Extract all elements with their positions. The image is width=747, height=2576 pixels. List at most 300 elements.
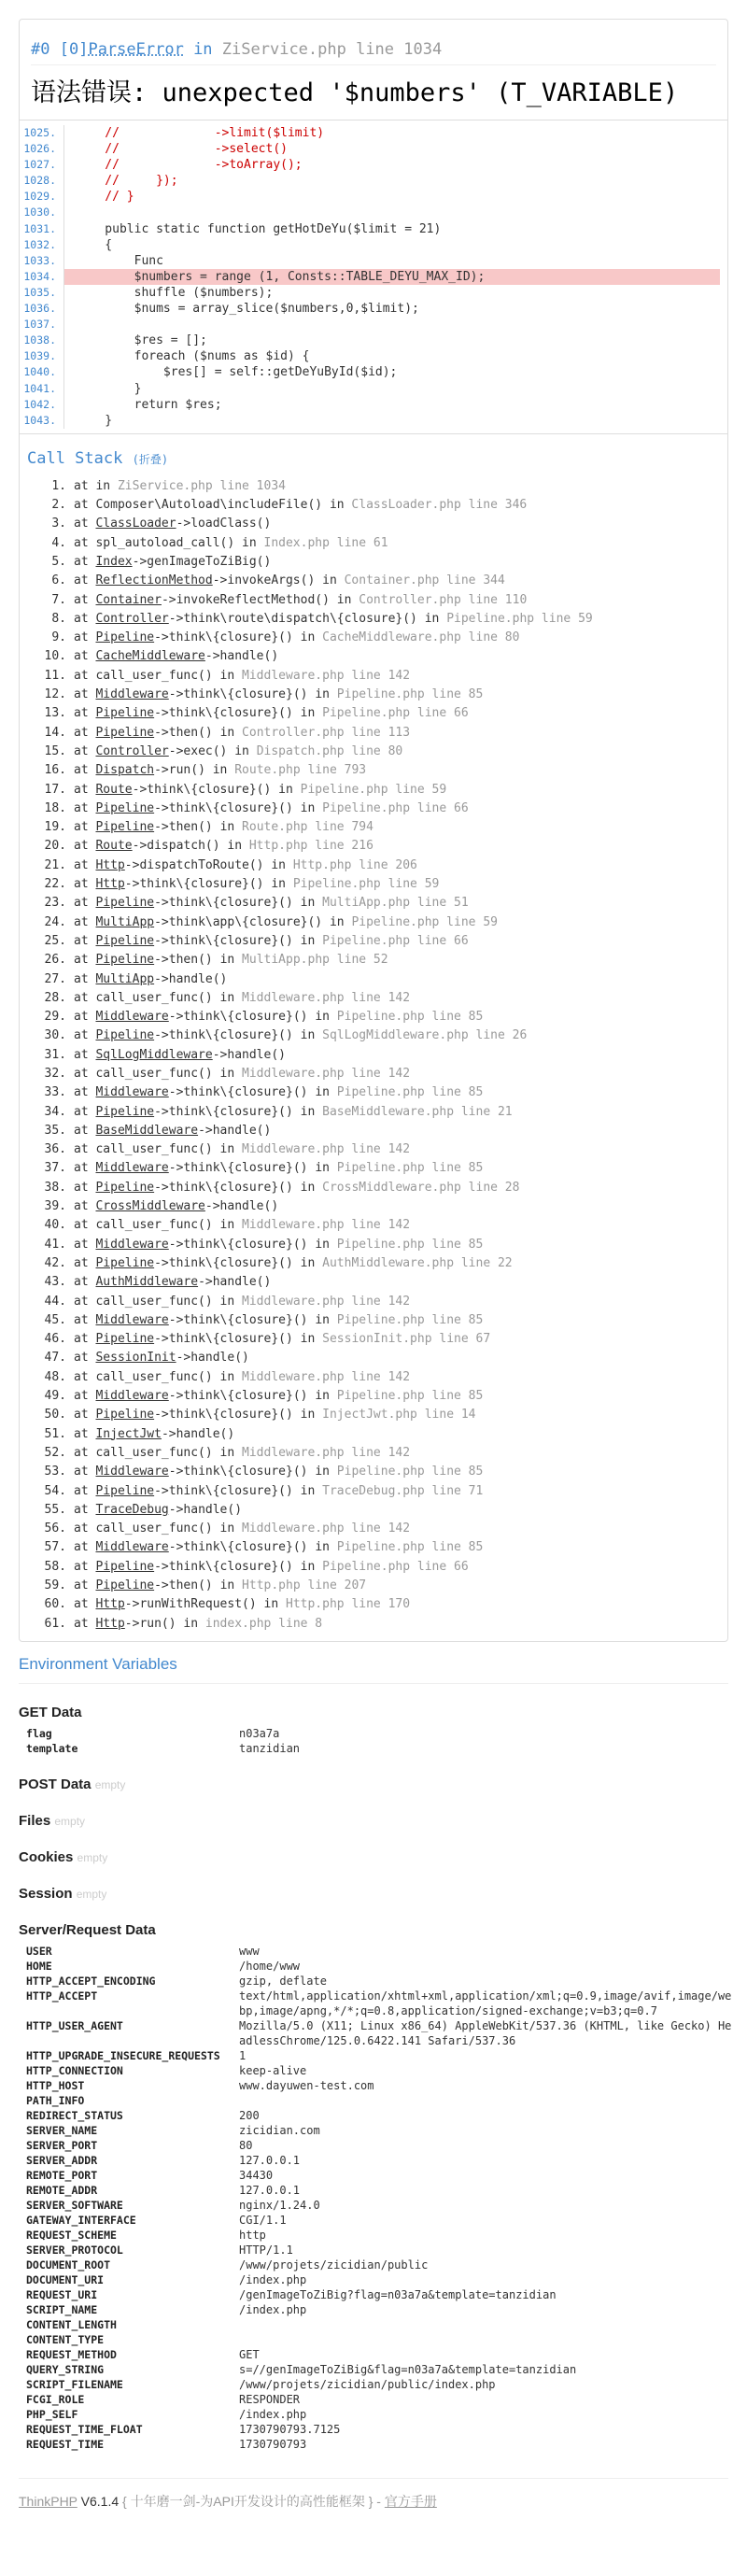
call-text: ->think\{closure}() <box>154 706 301 721</box>
call-text: ->handle() <box>154 971 235 986</box>
error-info <box>31 40 716 65</box>
call-text: ->run() <box>154 763 213 778</box>
call-stack-index: 52. <box>44 1445 66 1460</box>
call-text: at <box>74 1502 96 1517</box>
env-key: PATH_INFO <box>26 2093 85 2107</box>
call-stack-index: 27. <box>44 971 66 986</box>
env-row <box>26 2258 736 2272</box>
call-text: at <box>74 877 96 892</box>
call-text: at <box>74 1465 96 1479</box>
env-key: QUERY_STRING <box>26 2362 105 2376</box>
call-stack-item <box>36 496 720 515</box>
call-stack-text <box>74 1595 410 1614</box>
call-stack-index: 1. <box>51 478 66 493</box>
call-text: in <box>219 725 243 740</box>
call-stack-text <box>74 724 410 743</box>
call-stack-index: 61. <box>44 1616 66 1631</box>
call-text: at <box>74 554 96 569</box>
env-row <box>26 1741 736 1756</box>
call-stack-text <box>74 629 519 647</box>
source-line <box>20 301 727 317</box>
call-stack-index: 60. <box>44 1597 66 1612</box>
env-row <box>26 2392 736 2407</box>
call-text: at <box>74 933 96 948</box>
call-text: at <box>74 517 96 531</box>
call-text: at <box>74 630 96 645</box>
call-stack-text <box>74 989 410 1008</box>
call-text: at <box>74 687 96 702</box>
call-stack-item <box>36 1406 720 1424</box>
call-stack-text <box>74 1538 483 1557</box>
call-stack-text <box>74 1122 278 1140</box>
env-row <box>26 1959 736 1974</box>
call-stack-text <box>74 1026 527 1045</box>
env-key: CONTENT_LENGTH <box>26 2317 117 2331</box>
env-row <box>26 2168 736 2183</box>
in-word: in <box>193 40 213 59</box>
env-row <box>26 2422 736 2437</box>
class-name: Controller <box>95 743 169 758</box>
empty-label: empty <box>77 1850 108 1864</box>
call-text: in <box>336 592 359 607</box>
call-text: ->think\{closure}() <box>154 933 301 948</box>
call-text: ->think\{closure}() <box>168 1161 316 1176</box>
call-stack-index: 48. <box>44 1369 66 1384</box>
call-text: ->think\app\{closure}() <box>154 914 330 929</box>
call-stack-text <box>74 1406 476 1424</box>
call-stack-item <box>36 610 720 629</box>
env-key: HTTP_ACCEPT <box>26 1989 98 2003</box>
call-stack-item <box>36 818 720 837</box>
call-text: at <box>74 1104 96 1119</box>
class-name: Middleware <box>95 1312 169 1327</box>
call-stack-text <box>74 515 278 533</box>
call-text: in <box>219 820 243 835</box>
call-text: ->think\{closure}() <box>168 1312 316 1327</box>
thinkphp-link[interactable]: ThinkPHP <box>19 2493 78 2509</box>
call-stack-item <box>36 1330 720 1349</box>
call-text: at call_user_func() <box>74 668 220 683</box>
env-key: SERVER_ADDR <box>26 2153 98 2167</box>
call-text: ->think\{closure}() <box>154 1104 301 1119</box>
env-value: /index.php <box>239 2272 307 2286</box>
line-number: 1035. <box>10 285 64 301</box>
call-stack-index: 23. <box>44 896 66 911</box>
error-code: [0] <box>59 40 89 59</box>
env-section-name: POST Data <box>19 1776 92 1792</box>
source-code <box>20 120 727 434</box>
class-name: Pipeline <box>95 896 155 911</box>
call-text: ->think\{closure}() <box>168 1237 316 1252</box>
source-line <box>20 253 727 269</box>
call-stack-text <box>74 534 388 553</box>
env-value: 34430 <box>239 2168 274 2182</box>
file-ref: ClassLoader.php line 346 <box>351 498 528 513</box>
empty-label: empty <box>54 1814 86 1828</box>
line-number: 1042. <box>10 397 64 413</box>
call-text: at <box>74 1123 96 1138</box>
file-ref: CacheMiddleware.php line 80 <box>322 630 520 645</box>
call-text: in <box>300 896 323 911</box>
class-name: MultiApp <box>95 971 155 986</box>
call-text: ->think\{closure}() <box>154 1408 301 1422</box>
source-line <box>20 189 727 205</box>
call-text: at <box>74 1559 96 1574</box>
class-name: Pipeline <box>95 820 155 835</box>
call-text: at <box>74 1237 96 1252</box>
class-name: SessionInit <box>95 1351 176 1366</box>
call-text: in <box>219 1066 243 1081</box>
file-ref: Controller.php line 110 <box>359 592 528 607</box>
call-text: ->think\{closure}() <box>154 630 301 645</box>
env-row <box>26 2198 736 2213</box>
env-key: REQUEST_METHOD <box>26 2347 117 2361</box>
call-stack-item <box>36 1538 720 1557</box>
env-value: /genImageToZiBig?flag=n03a7a&template=tanzidian <box>239 2287 557 2301</box>
code-text: $nums = array_slice($numbers,0,$limit); <box>76 302 419 317</box>
call-stack-text <box>74 667 410 686</box>
call-stack-index: 4. <box>51 535 66 550</box>
env-value: gzip, deflate <box>239 1974 327 1988</box>
file-ref: Controller.php line 113 <box>242 725 411 740</box>
env-value: 80 <box>239 2138 253 2152</box>
call-text: at Composer\Autoload\includeFile() <box>74 498 330 513</box>
call-stack-item <box>36 1387 720 1406</box>
call-stack-text <box>74 1482 483 1501</box>
env-section-name: Cookies <box>19 1848 74 1865</box>
file-ref: Middleware.php line 142 <box>242 1522 411 1536</box>
call-text: in <box>219 1142 243 1157</box>
file-ref: Middleware.php line 142 <box>242 668 411 683</box>
call-text: in <box>315 1540 337 1555</box>
call-stack-text <box>74 1197 286 1216</box>
call-stack-item <box>36 1311 720 1330</box>
call-text: ->handle() <box>168 1502 249 1517</box>
call-stack-index: 29. <box>44 1010 66 1025</box>
call-stack-text <box>74 818 374 837</box>
code-text: { <box>76 237 113 252</box>
call-text: in <box>95 478 118 493</box>
call-stack-index: 50. <box>44 1408 66 1422</box>
call-stack-item <box>36 970 720 989</box>
env-value: /home/www <box>239 1959 301 1973</box>
call-text: ->invokeReflectMethod() <box>161 592 337 607</box>
env-key: HTTP_ACCEPT_ENCODING <box>26 1974 156 1988</box>
env-key: HTTP_USER_AGENT <box>26 2018 123 2032</box>
call-stack-text <box>74 1444 410 1463</box>
call-stack-index: 37. <box>44 1161 66 1176</box>
source-line <box>20 397 727 413</box>
call-stack-index: 47. <box>44 1351 66 1366</box>
call-text: at spl_autoload_call() <box>74 535 243 550</box>
error-text <box>31 65 716 108</box>
class-name: Middleware <box>95 1010 169 1025</box>
file-ref: Pipeline.php line 85 <box>336 1161 484 1176</box>
call-text: ->think\{closure}() <box>168 1465 316 1479</box>
env-row <box>26 2302 736 2317</box>
call-text: at call_user_func() <box>74 1522 220 1536</box>
call-text: at call_user_func() <box>74 1369 220 1384</box>
class-name: Middleware <box>95 1085 169 1100</box>
env-row <box>26 2347 736 2362</box>
call-stack-text <box>74 1008 483 1026</box>
empty-label: empty <box>94 1777 126 1791</box>
env-section-name: Files <box>19 1812 51 1829</box>
call-stack-text <box>74 761 366 780</box>
env-row <box>26 2377 736 2392</box>
env-key: REQUEST_URI <box>26 2287 98 2301</box>
call-stack-item <box>36 989 720 1008</box>
call-text: ->handle() <box>176 1351 257 1366</box>
call-stack-heading <box>27 449 720 468</box>
call-stack-item <box>36 1577 720 1595</box>
env-value: 1 <box>239 2048 247 2062</box>
call-stack-item <box>36 724 720 743</box>
call-stack-index: 44. <box>44 1294 66 1309</box>
env-section-name: Server/Request Data <box>19 1921 156 1938</box>
file-ref: Pipeline.php line 66 <box>322 706 469 721</box>
call-stack-index: 51. <box>44 1426 66 1441</box>
call-text: in <box>315 1312 337 1327</box>
call-stack-item <box>36 1349 720 1367</box>
call-text: at <box>74 1332 96 1347</box>
call-stack-item <box>36 1216 720 1235</box>
call-text: at call_user_func() <box>74 1294 220 1309</box>
code-text: return $res; <box>76 397 222 412</box>
file-ref: BaseMiddleware.php line 21 <box>322 1104 513 1119</box>
env-key: HTTP_HOST <box>26 2078 85 2092</box>
collapse-toggle[interactable]: (折叠) <box>132 452 169 466</box>
call-text: ->then() <box>154 1578 220 1592</box>
code-text: } <box>76 381 142 396</box>
file-ref: Middleware.php line 142 <box>242 1066 411 1081</box>
call-text: in <box>322 573 345 588</box>
call-stack-index: 53. <box>44 1465 66 1479</box>
code-text: public static function getHotDeYu($limit = 21) <box>76 221 442 236</box>
source-line <box>20 205 727 220</box>
call-text: ->think\route\dispatch\{closure}() <box>168 611 425 626</box>
code-text: // ->select() <box>76 142 288 157</box>
call-stack-text <box>74 1501 249 1520</box>
env-section-name: GET Data <box>19 1704 82 1720</box>
call-stack-text <box>74 1159 483 1178</box>
footer <box>19 2478 728 2522</box>
env-value: www <box>239 1944 260 1958</box>
code-text <box>64 317 727 333</box>
env-row <box>26 2287 736 2302</box>
call-stack-text <box>74 1216 410 1235</box>
class-name: Route <box>95 782 133 797</box>
class-name: ReflectionMethod <box>95 573 213 588</box>
env-key: SCRIPT_FILENAME <box>26 2377 123 2391</box>
class-name: CrossMiddleware <box>95 1199 205 1214</box>
call-stack-item <box>36 1159 720 1178</box>
env-value <box>239 2317 736 2332</box>
env-row <box>26 2243 736 2258</box>
call-stack-text <box>74 1311 483 1330</box>
call-stack-text <box>74 610 593 629</box>
file-ref: SqlLogMiddleware.php line 26 <box>322 1028 528 1043</box>
call-stack-index: 30. <box>44 1028 66 1043</box>
class-name: Middleware <box>95 1465 169 1479</box>
call-text: at <box>74 1616 96 1631</box>
call-stack-index: 54. <box>44 1483 66 1498</box>
class-name: Middleware <box>95 687 169 702</box>
call-stack-text <box>74 1273 278 1292</box>
call-stack-index: 57. <box>44 1540 66 1555</box>
env-row <box>26 1974 736 1989</box>
call-text: at <box>74 914 96 929</box>
call-stack-text <box>74 800 469 818</box>
env-value: n03a7a <box>239 1726 280 1740</box>
call-stack-item <box>36 894 720 913</box>
call-stack-text <box>74 1236 483 1254</box>
file-ref: Pipeline.php line 85 <box>336 1540 484 1555</box>
code-text: foreach ($nums as $id) { <box>76 349 310 364</box>
env-value: text/html,application/xhtml+xml,application/xml;q=0.9,image/avif,image/webp,image/apng,*/*;q=0.8,application/signed-exchange;v=b3;q=0.7 <box>239 1989 732 2017</box>
call-text: in <box>300 800 323 815</box>
class-name: Pipeline <box>95 1255 155 1270</box>
env-row <box>26 2228 736 2243</box>
manual-link[interactable]: 官方手册 <box>384 2493 437 2509</box>
file-ref: Middleware.php line 142 <box>242 1369 411 1384</box>
call-text: ->run() <box>124 1616 184 1631</box>
call-stack-text <box>74 1046 293 1065</box>
call-stack-index: 13. <box>44 706 66 721</box>
file-ref: Pipeline.php line 85 <box>336 1389 484 1404</box>
call-text: ->think\{closure}() <box>154 1180 301 1195</box>
source-line <box>20 237 727 253</box>
call-stack-item <box>36 515 720 533</box>
file-ref: Pipeline.php line 85 <box>336 1237 484 1252</box>
error-index: #0 <box>31 40 50 59</box>
source-line <box>20 141 727 157</box>
file-ref: MultiApp.php line 51 <box>322 896 469 911</box>
call-text: at <box>74 743 96 758</box>
call-text: ->dispatch() <box>132 839 228 854</box>
call-text: ->invokeArgs() <box>212 573 323 588</box>
call-text: in <box>219 990 243 1005</box>
file-ref: Route.php line 794 <box>242 820 374 835</box>
call-stack-text <box>74 553 278 572</box>
line-number: 1041. <box>10 381 64 397</box>
call-text: at <box>74 1597 96 1612</box>
code-text: Func <box>76 253 163 268</box>
class-name: Pipeline <box>95 1332 155 1347</box>
class-name: Pipeline <box>95 630 155 645</box>
call-stack-index: 39. <box>44 1199 66 1214</box>
call-stack-item <box>36 761 720 780</box>
call-stack-item <box>36 1065 720 1083</box>
env-value: /www/projets/zicidian/public/index.php <box>239 2377 496 2391</box>
call-text: ->think\{closure}() <box>168 1010 316 1025</box>
call-text: at <box>74 1540 96 1555</box>
call-text: at <box>74 1161 96 1176</box>
line-number: 1028. <box>10 173 64 189</box>
call-stack-text <box>74 1103 513 1122</box>
env-section-title <box>19 1705 728 1720</box>
call-text: in <box>300 1028 323 1043</box>
class-name: Pipeline <box>95 706 155 721</box>
env-key: REDIRECT_STATUS <box>26 2108 123 2122</box>
call-stack-index: 34. <box>44 1104 66 1119</box>
class-name: Middleware <box>95 1237 169 1252</box>
call-stack-item <box>36 1236 720 1254</box>
call-text: in <box>300 1332 323 1347</box>
call-stack-item <box>36 1140 720 1159</box>
source-line <box>20 125 727 141</box>
call-text: in <box>219 1294 243 1309</box>
call-stack-index: 45. <box>44 1312 66 1327</box>
file-ref: Http.php line 207 <box>242 1578 367 1592</box>
class-name: Pipeline <box>95 1578 155 1592</box>
env-row <box>26 2407 736 2422</box>
call-text: at call_user_func() <box>74 990 220 1005</box>
call-stack-text <box>74 1330 490 1349</box>
call-stack-index: 26. <box>44 953 66 968</box>
call-text: at <box>74 971 96 986</box>
call-stack-index: 24. <box>44 914 66 929</box>
call-stack-text <box>74 1520 410 1538</box>
class-name: Controller <box>95 611 169 626</box>
call-text: ->handle() <box>198 1275 279 1290</box>
call-text: in <box>219 1445 243 1460</box>
file-ref: Middleware.php line 142 <box>242 1218 411 1233</box>
call-text: ->handle() <box>161 1426 243 1441</box>
class-name: Pipeline <box>95 953 155 968</box>
call-text: ->then() <box>154 820 220 835</box>
call-text: at <box>74 1483 96 1498</box>
call-stack-item <box>36 1501 720 1520</box>
call-stack-text <box>74 686 483 704</box>
call-text: at <box>74 896 96 911</box>
call-stack-index: 6. <box>51 573 66 588</box>
env-row <box>26 2332 736 2347</box>
env-title: Environment Variables <box>19 1655 728 1684</box>
line-number: 1026. <box>10 141 64 157</box>
line-number: 1032. <box>10 237 64 253</box>
call-stack-index: 19. <box>44 820 66 835</box>
call-stack-index: 41. <box>44 1237 66 1252</box>
call-stack-text <box>74 970 234 989</box>
call-text: ->handle() <box>204 1199 286 1214</box>
source-line <box>20 173 727 189</box>
call-stack-text <box>74 1463 483 1481</box>
call-stack-item <box>36 743 720 761</box>
call-stack-item <box>36 800 720 818</box>
call-text: in <box>315 1161 337 1176</box>
call-text: in <box>300 1408 323 1422</box>
call-stack-text <box>74 496 527 515</box>
env-key: HTTP_UPGRADE_INSECURE_REQUESTS <box>26 2048 220 2062</box>
file-ref: Pipeline.php line 85 <box>336 687 484 702</box>
class-name: Middleware <box>95 1389 169 1404</box>
code-text: $numbers = range (1, Consts::TABLE_DEYU_MAX_ID); <box>64 269 720 285</box>
file-ref: Http.php line 206 <box>292 857 417 872</box>
env-key: PHP_SELF <box>26 2407 78 2421</box>
line-number: 1037. <box>10 317 64 333</box>
env-key: REMOTE_PORT <box>26 2168 98 2182</box>
file-ref: Pipeline.php line 59 <box>300 782 447 797</box>
file-ref: AuthMiddleware.php line 22 <box>322 1255 513 1270</box>
env-value <box>239 2093 736 2108</box>
call-text: ->runWithRequest() <box>124 1597 264 1612</box>
call-text: at <box>74 820 96 835</box>
env-row <box>26 1726 736 1741</box>
call-text: in <box>300 1180 323 1195</box>
call-stack-text <box>74 647 286 666</box>
call-text: at <box>74 478 96 493</box>
